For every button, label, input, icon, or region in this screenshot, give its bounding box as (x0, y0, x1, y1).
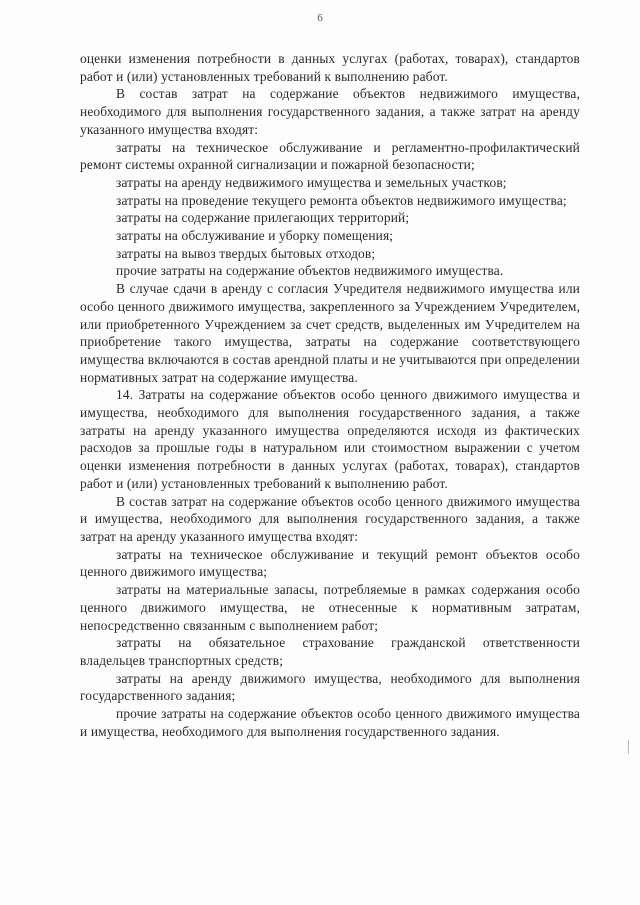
paragraph: В состав затрат на содержание объектов особо ценного движимого имущества и имущества, необходимого для выполнения государственного задания, а также затрат на аренду указанного имущества входят: (80, 493, 580, 544)
list-item: затраты на обслуживание и уборку помещения; (116, 228, 394, 244)
document-body (80, 50, 580, 740)
list-item: затраты на содержание прилегающих территорий; (116, 210, 410, 226)
list-item: затраты на аренду движимого имущества, необходимого для выполнения государственного задания; (80, 670, 580, 704)
paragraph: В состав затрат на содержание объектов недвижимого имущества, необходимого для выполнения государственного задания, а также затрат на аренду указанного имущества входят: (80, 86, 580, 137)
scan-margin-mark (628, 740, 629, 754)
paragraph: В случае сдачи в аренду с согласия Учредителя недвижимого имущества или особо ценного движимого имущества, закрепленного за Учреждением Учредителем, или приобретенного Учреждением за счет средств, выделенных им Учредителем на приобретение такого имущества, затраты на содержание соответствующего имущества включаются в состав арендной платы и не учитываются при определении нормативных затрат на содержание имущества. (80, 281, 580, 385)
list-item: прочие затраты на содержание объектов особо ценного движимого имущества и имущества, необходимого для выполнения государственного задания. (80, 706, 580, 739)
list-item: затраты на аренду недвижимого имущества и земельных участков; (116, 174, 507, 190)
paragraph: оценки изменения потребности в данных услугах (работах, товарах), стандартов работ и (или) установленных требований к выполнению работ. (80, 51, 580, 84)
list-item: прочие затраты на содержание объектов недвижимого имущества. (116, 263, 504, 279)
list-item: затраты на техническое обслуживание и текущий ремонт объектов особо ценного движимого имущества; (80, 546, 580, 580)
page-number: 6 (317, 12, 323, 24)
list-item: затраты на обязательное страхование гражданской ответственности владельцев транспортных средств; (80, 635, 580, 668)
list-item: затраты на проведение текущего ремонта объектов недвижимого имущества; (116, 192, 567, 208)
list-item: затраты на вывоз твердых бытовых отходов; (116, 245, 376, 261)
list-item: затраты на материальные запасы, потребляемые в рамках содержания особо ценного движимого имущества, не отнесенные к нормативным затратам, непосредственно связанным с выполнением работ; (80, 582, 580, 633)
list-item: затраты на техническое обслуживание и регламентно-профилактический ремонт системы охранной сигнализации и пожарной безопасности; (80, 139, 580, 173)
section-paragraph: 14. Затраты на содержание объектов особо ценного движимого имущества и имущества, необходимого для выполнения государственного задания, а также затраты на аренду указанного имущества определяются исходя из фактических расходов за прошлые годы в натуральном или стоимостном выражении с учетом оценки изменения потребности в данных услугах (работах, товарах), стандартов работ и (или) установленных требований к выполнению работ. (80, 387, 580, 491)
